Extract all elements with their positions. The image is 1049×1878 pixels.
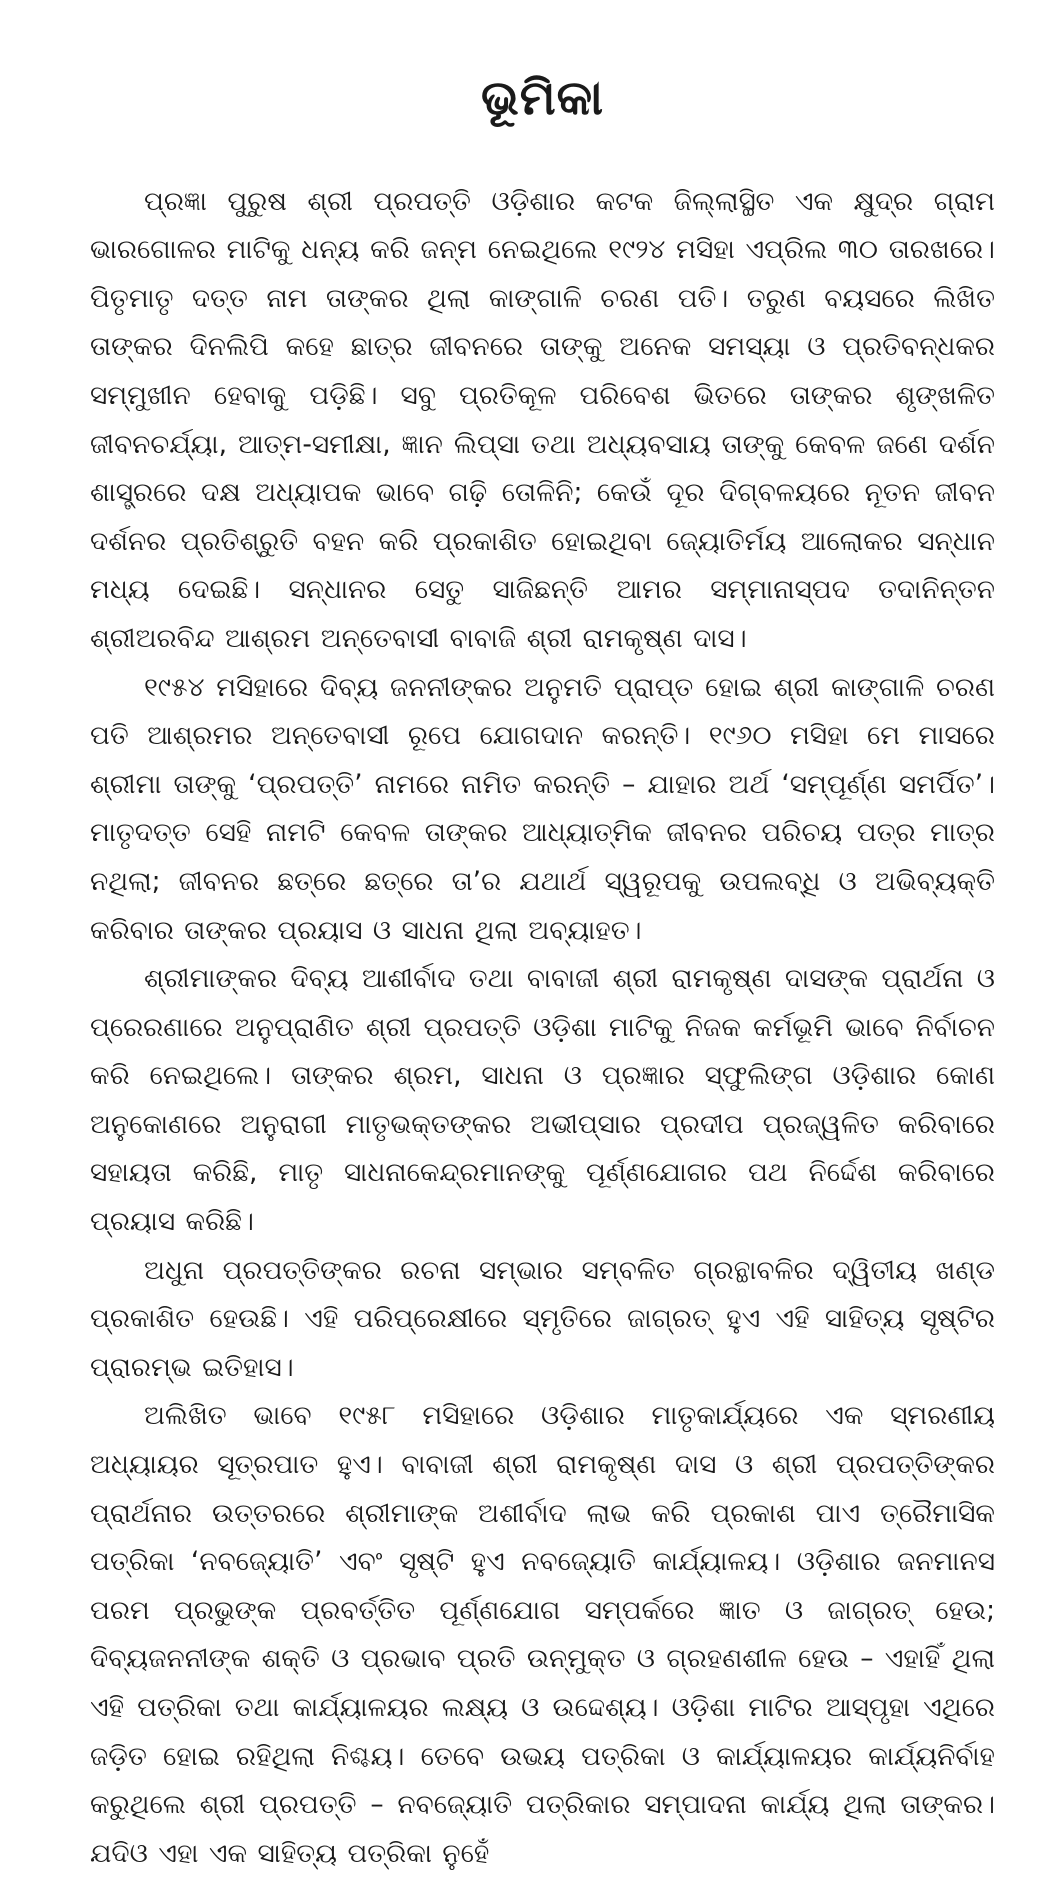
paragraph-5: ଅଲିଖିତ ଭାବେ ୧୯୫୮ ମସିହାରେ ଓଡ଼ିଶାର ମାତୃକାର୍ଯ୍ୟରେ ଏକ ସ୍ମରଣୀୟ ଅଧ୍ୟାୟର ସୂତ୍ରପାତ ହୁଏ। ବାବାଜୀ ଶ୍ରୀ ରାମକୃଷ୍ଣ ଦାସ ଓ ଶ୍ରୀ ପ୍ରପତ୍ତିଙ୍କର ପ୍ରାର୍ଥନାର ଉତ୍ତରରେ ଶ୍ରୀମାଙ୍କ ଅଶୀର୍ବାଦ ଲାଭ କରି ପ୍ରକାଶ ପାଏ ତ୍ରୈମାସିକ ପତ୍ରିକା ‘ନବଜ୍ୟୋତି’ ଏବଂ ସୃଷ୍ଟି ହୁଏ ନବଜ୍ୟୋତି କାର୍ଯ୍ୟାଳୟ। ଓଡ଼ିଶାର ଜନମାନସ ପରମ ପ୍ରଭୁଙ୍କ ପ୍ରବର୍ତ୍ତିତ ପୂର୍ଣ୍ଣଯୋଗ ସମ୍ପର୍କରେ ଜ୍ଞାତ ଓ ଜାଗ୍ରତ୍ ହେଉ; ଦିବ୍ୟଜନନୀଙ୍କ ଶକ୍ତି ଓ ପ୍ରଭାବ ପ୍ରତି ଉନ୍ମୁକ୍ତ ଓ ଗ୍ରହଣଶୀଳ ହେଉ – ଏହାହିଁ ଥିଲା ଏହି ପତ୍ରିକା ତଥା କାର୍ଯ୍ୟାଳୟର ଲକ୍ଷ୍ୟ ଓ ଉଦ୍ଦେଶ୍ୟ। ଓଡ଼ିଶା ମାଟିର ଆସ୍ପୃହା ଏଥିରେ ଜଡ଼ିତ ହୋଇ ରହିଥିଲା ନିଶ୍ଚୟ। ତେବେ ଉଭୟ ପତ୍ରିକା ଓ କାର୍ଯ୍ୟାଳୟର କାର୍ଯ୍ୟନିର୍ବାହ କରୁଥିଲେ ଶ୍ରୀ ପ୍ରପତ୍ତି – ନବଜ୍ୟୋତି ପତ୍ରିକାର ସମ୍ପାଦନା କାର୍ଯ୍ୟ ଥିଲା ତାଙ୍କର। ଯଦିଓ ଏହା ଏକ ସାହିତ୍ୟ ପତ୍ରିକା ନୁହେଁ <box>90 1400 995 1869</box>
paragraph-4: ଅଧୁନା ପ୍ରପତ୍ତିଙ୍କର ରଚନା ସମ୍ଭାର ସମ୍ବଳିତ ଗ୍ରନ୍ଥାବଳିର ଦ୍ୱିତୀୟ ଖଣ୍ଡ ପ୍ରକାଶିତ ହେଉଛି। ଏହି ପରିପ୍ରେକ୍ଷୀରେ ସ୍ମୃତିରେ ଜାଗ୍ରତ୍ ହୁଏ ଏହି ସାହିତ୍ୟ ସୃଷ୍ଟିର ପ୍ରାରମ୍ଭ ଇତିହାସ। <box>90 1254 995 1383</box>
paragraph-3: ଶ୍ରୀମାଙ୍କର ଦିବ୍ୟ ଆଶୀର୍ବାଦ ତଥା ବାବାଜୀ ଶ୍ରୀ ରାମକୃଷ୍ଣ ଦାସଙ୍କ ପ୍ରାର୍ଥନା ଓ ପ୍ରେରଣାରେ ଅନୁପ୍ରାଣିତ ଶ୍ରୀ ପ୍ରପତ୍ତି ଓଡ଼ିଶା ମାଟିକୁ ନିଜକ କର୍ମଭୂମି ଭାବେ ନିର୍ବାଚନ କରି ନେଇଥିଲେ। ତାଙ୍କର ଶ୍ରମ, ସାଧନା ଓ ପ୍ରଜ୍ଞାର ସ୍ଫୁଲିଙ୍ଗ ଓଡ଼ିଶାର କୋଣ ଅନୁକୋଣରେ ଅନୁରାଗୀ ମାତୃଭକ୍ତଙ୍କର ଅଭୀପ୍‌ସାର ପ୍ରଦୀପ ପ୍ରଜ୍ୱଳିତ କରିବାରେ ସହାୟତା କରିଛି, ମାତୃ ସାଧନାକେନ୍ଦ୍ରମାନଙ୍କୁ ପୂର୍ଣ୍ଣଯୋଗର ପଥ ନିର୍ଦ୍ଦେଶ କରିବାରେ ପ୍ରୟାସ କରିଛି। <box>90 963 995 1238</box>
paragraph-1: ପ୍ରଜ୍ଞା ପୁରୁଷ ଶ୍ରୀ ପ୍ରପତ୍ତି ଓଡ଼ିଶାର କଟକ ଜିଲ୍ଲାସ୍ଥିତ ଏକ କ୍ଷୁଦ୍ର ଗ୍ରାମ ଭାରଗୋଳର ମାଟିକୁ ଧନ୍ୟ କରି ଜନ୍ମ ନେଇଥିଲେ ୧୯୨୪ ମସିହା ଏପ୍ରିଲ ୩୦ ତାରଖରେ। ପିତୃମାତୃ ଦତ୍ତ ନାମ ତାଙ୍କର ଥିଲା କାଙ୍ଗାଳି ଚରଣ ପତି। ତରୁଣ ବୟସରେ ଲିଖିତ ତାଙ୍କର ଦିନଲିପି କହେ ଛାତ୍ର ଜୀବନରେ ତାଙ୍କୁ ଅନେକ ସମସ୍ୟା ଓ ପ୍ରତିବନ୍ଧକର ସମ୍ମୁଖୀନ ହେବାକୁ ପଡ଼ିଛି। ସବୁ ପ୍ରତିକୂଳ ପରିବେଶ ଭିତରେ ତାଙ୍କର ଶୃଙ୍ଖଳିତ ଜୀବନଚର୍ଯ୍ୟା, ଆତ୍ମ-ସମୀକ୍ଷା, ଜ୍ଞାନ ଲିପ୍‌ସା ତଥା ଅଧ୍ୟବସାୟ ତାଙ୍କୁ କେବଳ ଜଣେ ଦର୍ଶନ ଶାସ୍ତ୍ରରେ ଦକ୍ଷ ଅଧ୍ୟାପକ ଭାବେ ଗଢ଼ି ତୋଳିନି; କେଉଁ ଦୂର ଦିଗ୍‌ବଳୟରେ ନୂତନ ଜୀବନ ଦର୍ଶନର ପ୍ରତିଶ୍ରୁତି ବହନ କରି ପ୍ରକାଶିତ ହୋଇଥିବା ଜ୍ୟୋତିର୍ମୟ ଆଲୋକର ସନ୍ଧାନ ମଧ୍ୟ ଦେଇଛି। ସନ୍ଧାନର ସେତୁ ସାଜିଛନ୍ତି ଆମର ସମ୍ମାନାସ୍ପଦ ତଦାନିନ୍ତନ ଶ୍ରୀଅରବିନ୍ଦ ଆଶ୍ରମ ଅନ୍ତେବାସୀ ବାବାଜି ଶ୍ରୀ ରାମକୃଷ୍ଣ ଦାସ। <box>90 185 995 654</box>
page-title: ଭୂମିକା <box>480 70 605 126</box>
document-page <box>90 70 995 1878</box>
paragraph-2: ୧୯୫୪ ମସିହାରେ ଦିବ୍ୟ ଜନନୀଙ୍କର ଅନୁମତି ପ୍ରାପ୍ତ ହୋଇ ଶ୍ରୀ କାଙ୍ଗାଳି ଚରଣ ପତି ଆଶ୍ରମର ଅନ୍ତେବାସୀ ରୂପେ ଯୋଗଦାନ କରନ୍ତି। ୧୯୬୦ ମସିହା ମେ ମାସରେ ଶ୍ରୀମା ତାଙ୍କୁ ‘ପ୍ରପତ୍ତି’ ନାମରେ ନାମିତ କରନ୍ତି – ଯାହାର ଅର୍ଥ ‘ସମ୍ପୂର୍ଣ୍ଣ ସମର୍ପିତ’। ମାତୃଦତ୍ତ ସେହି ନାମଟି କେବଳ ତାଙ୍କର ଆଧ୍ୟାତ୍ମିକ ଜୀବନର ପରିଚୟ ପତ୍ର ମାତ୍ର ନଥିଲା; ଜୀବନର ଛତ୍ରେ ଛତ୍ରେ ତା’ର ଯଥାର୍ଥ ସ୍ୱରୂପକୁ ଉପଲବ୍ଧି ଓ ଅଭିବ୍ୟକ୍ତି କରିବାର ତାଙ୍କର ପ୍ରୟାସ ଓ ସାଧନା ଥିଲା ଅବ୍ୟାହତ। <box>90 671 995 946</box>
